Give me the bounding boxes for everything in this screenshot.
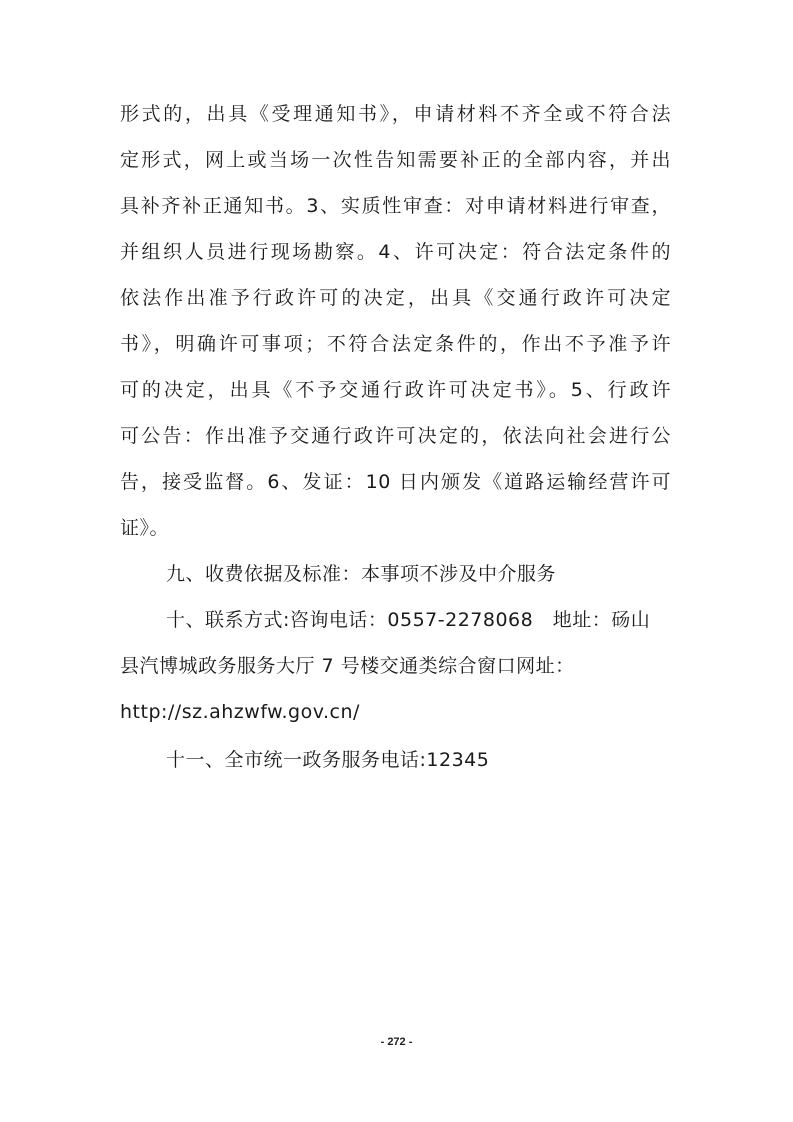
paragraph-line-7: 可的决定，出具《不予交通行政许可决定书》。5、行政许: [120, 379, 671, 401]
paragraph-line-5: 依法作出准予行政许可的决定，出具《交通行政许可决定: [120, 287, 671, 309]
paragraph-line-10: 证》。: [120, 517, 170, 539]
paragraph-line-3: 具补齐补正通知书。3、实质性审查：对申请材料进行审查，: [120, 195, 671, 217]
section-9-fee-basis: 九、收费依据及标准：本事项不涉及中介服务: [166, 563, 557, 585]
section-10-contact-line-2: 县汽博城政务服务大厅 7 号楼交通类综合窗口网址：: [120, 655, 575, 677]
paragraph-line-8: 可公告：作出准予交通行政许可决定的，依法向社会进行公: [120, 425, 671, 447]
paragraph-line-6: 书》，明确许可事项；不符合法定条件的，作出不予准予许: [120, 333, 671, 355]
paragraph-line-1: 形式的，出具《受理通知书》，申请材料不齐全或不符合法: [120, 103, 671, 125]
paragraph-line-4: 并组织人员进行现场勘察。4、许可决定：符合法定条件的: [120, 241, 671, 263]
section-11-hotline: 十一、全市统一政务服务电话:12345: [166, 749, 490, 771]
section-10-contact-line-1: 十、联系方式:咨询电话：0557-2278068 地址：砀山: [166, 609, 651, 631]
page-number: - 272 -: [380, 1036, 413, 1048]
paragraph-line-9: 告，接受监督。6、发证：10 日内颁发《道路运输经营许可: [120, 471, 671, 493]
paragraph-line-2: 定形式，网上或当场一次性告知需要补正的全部内容，并出: [120, 149, 671, 171]
section-10-website-link[interactable]: http://sz.ahzwfw.gov.cn/: [120, 701, 360, 723]
